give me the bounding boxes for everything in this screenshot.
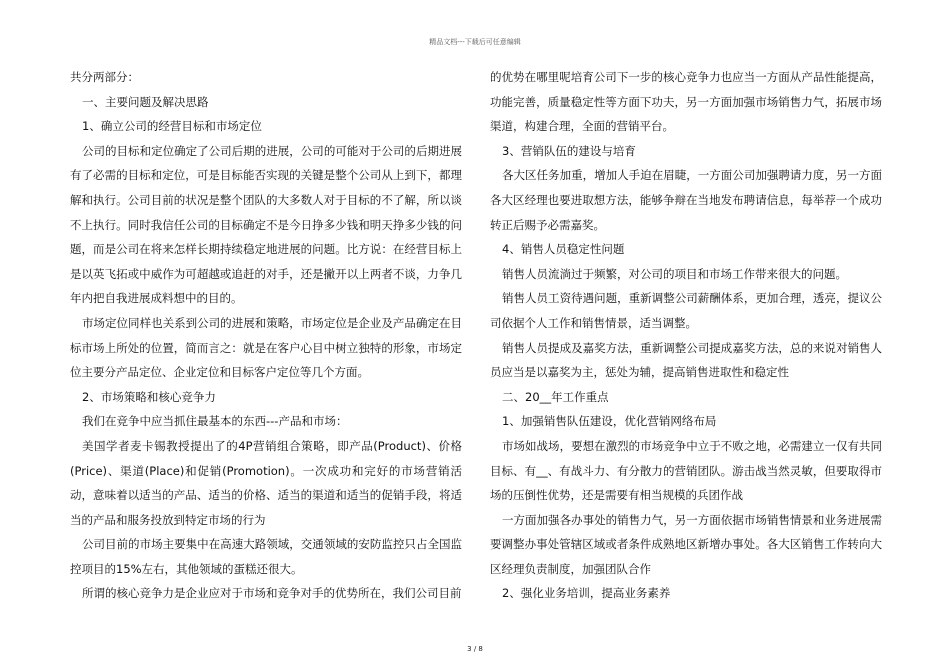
paragraph: 销售人员工资待遇问题，重新调整公司薪酬体系，更加合理，透亮，提议公司依据个人工作和销售情景，适当调整。 [490, 291, 882, 330]
paragraph: 共分两部分： [70, 70, 139, 84]
paragraph: 公司的目标和定位确定了公司后期的进展，公司的可能对于公司的后期进展有了必需的目标和定位，可是目标能否实现的关键是整个公司从上到下，都理解和执行。公司目前的状况是整个团队的大多数人对于目标的不了解，所以谈不上执行。同时我信任公司的目标确定不是今日挣多少钱和明天挣多少钱的问题，而是公司在将来怎样长期持续稳定地进展的问题。比方说：在经营目标上是以英飞拓或中威作为可超越或追赶的对手，还是撇开以上两者不谈，力争几年内把自我进展成料想中的目的。 [70, 143, 462, 306]
paragraph: 美国学者麦卡锡教授提出了的4P营销组合策略，即产品(Product)、价格(Price)、渠道(Place)和促销(Promotion)。一次成功和完好的市场营销活动，意味着以适当的产品、适当的价格、适当的渠道和适当的促销手段，将适当的产品和服务投放到特定市场的行为 [70, 438, 462, 527]
paragraph: 销售人员流淌过于频繁，对公司的项目和市场工作带来很大的问题。 [502, 266, 847, 281]
paragraph: 销售人员提成及嘉奖方法，重新调整公司提成嘉奖方法，总的来说对销售人员应当是以嘉奖为主，惩处为辅，提高销售进取性和稳定性 [490, 340, 882, 380]
paragraph: 市场如战场，要想在激烈的市场竞争中立于不败之地，必需建立一仅有共同目标、有__、有战斗力、有分散力的营销团队。游击战当然灵敏，但要取得市场的压倒性优势，还是需要有相当规模的兵团作战 [490, 438, 882, 503]
page-number: 3 / 8 [467, 645, 483, 653]
paragraph: 2、强化业务培训，提高业务素养 [502, 586, 671, 601]
page-header: 精品文档---下载后可任意编辑 [429, 38, 521, 46]
paragraph: 3、营销队伍的建设与培育 [502, 143, 636, 158]
paragraph: 的优势在哪里呢培育公司下一步的核心竞争力也应当一方面从产品性能提高，功能完善，质量稳定性等方面下功夫，另一方面加强市场销售力气，拓展市场渠道，构建合理，全面的营销平台。 [490, 70, 882, 134]
paragraph: 4、销售人员稳定性问题 [502, 242, 625, 257]
paragraph: 一方面加强各办事处的销售力气，另一方面依据市场销售情景和业务进展需要调整办事处管辖区域或者条件成熟地区新增办事处。各大区销售工作转向大区经理负责制度，加强团队合作 [490, 512, 882, 576]
paragraph: 各大区任务加重，增加人手迫在眉睫，一方面公司加强聘请力度，另一方面各大区经理也要进取想方法，能够争辩在当地发布聘请信息，每举荐一个成功转正后赐予必需嘉奖。 [490, 168, 882, 232]
paragraph: 2、市场策略和核心竞争力 [82, 389, 216, 404]
paragraph: 1、加强销售队伍建设，优化营销网络布局 [502, 414, 717, 429]
paragraph: 公司目前的市场主要集中在高速大路领域，交通领域的安防监控只占全国监控项目的15%左右，其他领域的蛋糕还很大。 [70, 537, 462, 576]
paragraph: 一、主要问题及解决思路 [82, 94, 209, 109]
paragraph: 1、确立公司的经营目标和市场定位 [82, 119, 262, 134]
right-column [490, 65, 882, 606]
paragraph: 所谓的核心竞争力是企业应对于市场和竞争对手的优势所在，我们公司目前 [82, 586, 462, 601]
left-column [70, 65, 462, 606]
paragraph: 二、20__年工作重点 [502, 389, 609, 404]
paragraph: 市场定位同样也关系到公司的进展和策略，市场定位是企业及产品确定在目标市场上所处的位置，简而言之：就是在客户心目中树立独特的形象，市场定位主要分产品定位、企业定位和目标客户定位等几个方面。 [70, 315, 462, 380]
paragraph: 我们在竞争中应当抓住最基本的东西---产品和市场： [82, 414, 348, 429]
